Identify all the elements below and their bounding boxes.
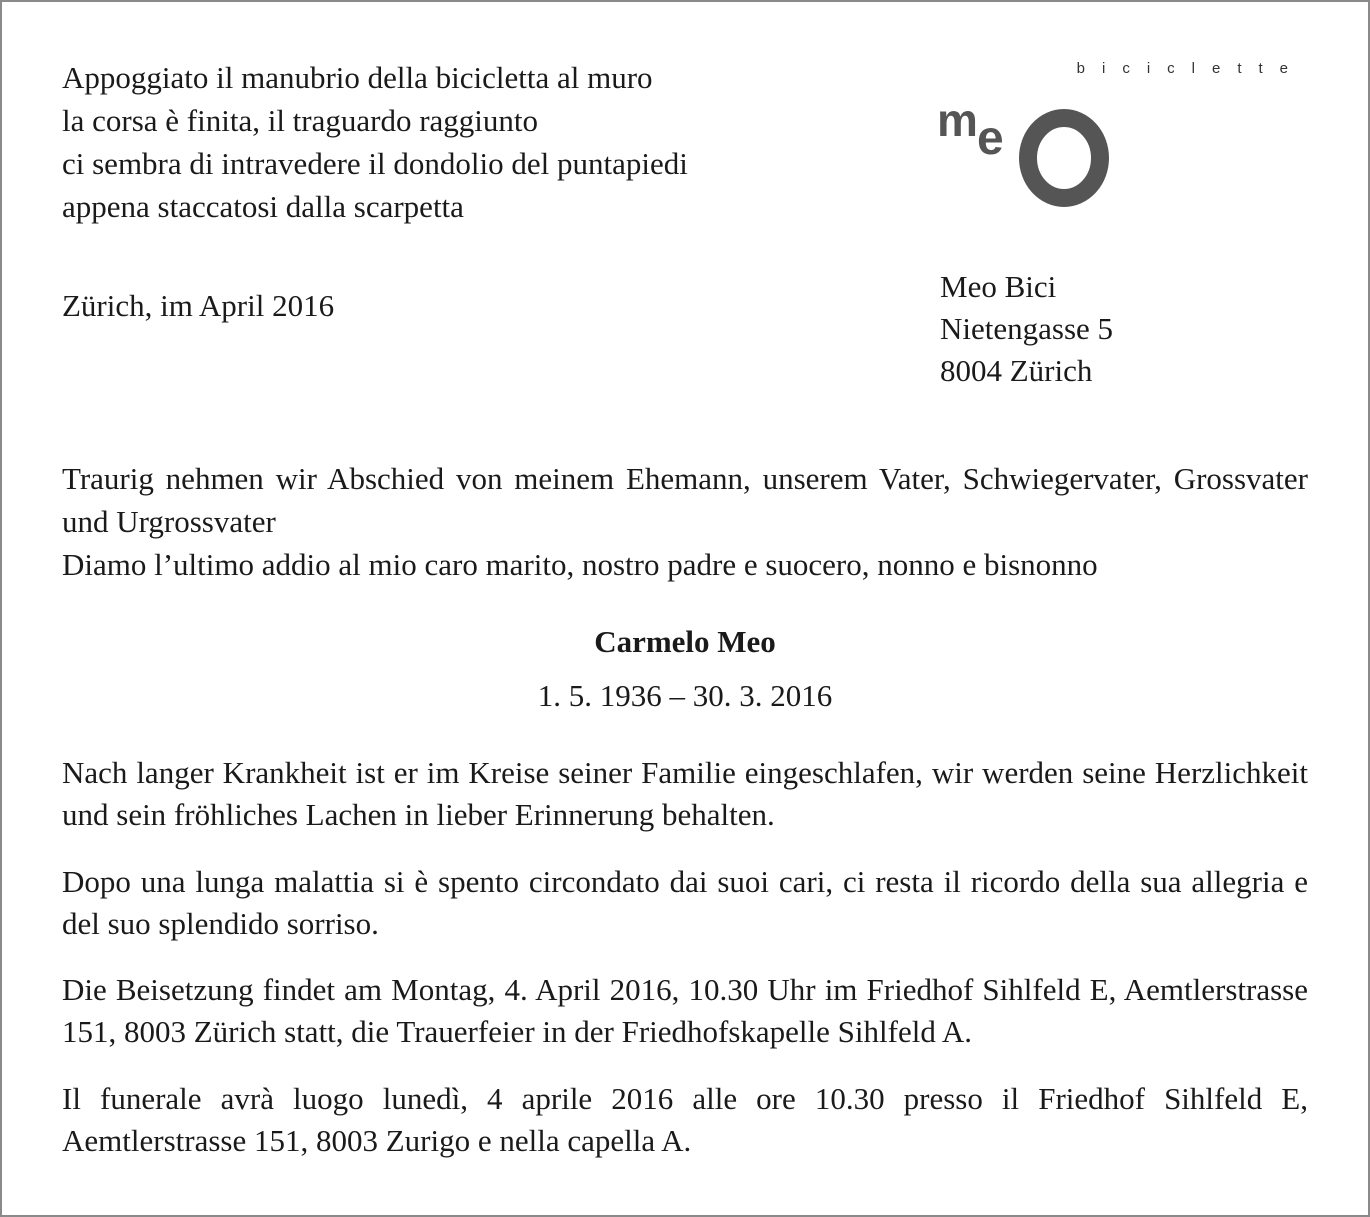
paragraph-italian-funeral: Il funerale avrà luogo lunedì, 4 aprile 2016 alle ore 10.30 presso il Friedhof Sihlfeld E, Aemtlerstrasse 151, 8003 Zurigo e nella capella A. <box>62 1081 1308 1158</box>
address-street: Nietengasse 5 <box>940 311 1114 346</box>
address-city: 8004 Zürich <box>940 353 1093 388</box>
address-name: Meo Bici <box>940 269 1057 304</box>
poem-line: appena staccatosi dalla scarpetta <box>62 189 464 224</box>
poem-line: ci sembra di intravedere il dondolio del puntapiedi <box>62 146 688 181</box>
paragraph-german-illness: Nach langer Krankheit ist er im Kreise seiner Familie eingeschlafen, wir werden seine Herzlichkeit und sein fröhliches Lachen in lieber Erinnerung behalten. <box>62 755 1308 832</box>
svg-text:m: m <box>937 98 974 146</box>
poem <box>62 56 862 228</box>
paragraph-italian-illness: Dopo una lunga malattia si è spento circondato dai suoi cari, ci resta il ricordo della sua allegria e del suo splendido sorriso. <box>62 864 1308 941</box>
logo-tagline: biciclette <box>1076 60 1305 77</box>
farewell-block <box>62 457 1308 586</box>
life-dates: 1. 5. 1936 – 30. 3. 2016 <box>537 678 833 713</box>
svg-text:e: e <box>977 112 1004 165</box>
deceased-name: Carmelo Meo <box>594 624 776 659</box>
meo-logo-mark <box>935 98 1115 218</box>
sender-address <box>940 266 1113 392</box>
farewell-italian: Diamo l’ultimo addio al mio caro marito, nostro padre e suocero, nonno e bisnonno <box>62 547 1098 582</box>
poem-line: Appoggiato il manubrio della bicicletta al muro <box>62 60 653 95</box>
meo-biciclette-logo <box>935 58 1315 218</box>
place-date: Zürich, im April 2016 <box>62 288 335 323</box>
paragraph-german-funeral: Die Beisetzung findet am Montag, 4. April 2016, 10.30 Uhr im Friedhof Sihlfeld E, Aemtlerstrasse 151, 8003 Zürich statt, die Trauerfeier in der Friedhofskapelle Sihlfeld A. <box>62 972 1308 1049</box>
farewell-german: Traurig nehmen wir Abschied von meinem Ehemann, unserem Vater, Schwiegervater, Grossvater und Urgrossvater <box>62 461 1308 539</box>
poem-line: la corsa è finita, il traguardo raggiunto <box>62 103 539 138</box>
